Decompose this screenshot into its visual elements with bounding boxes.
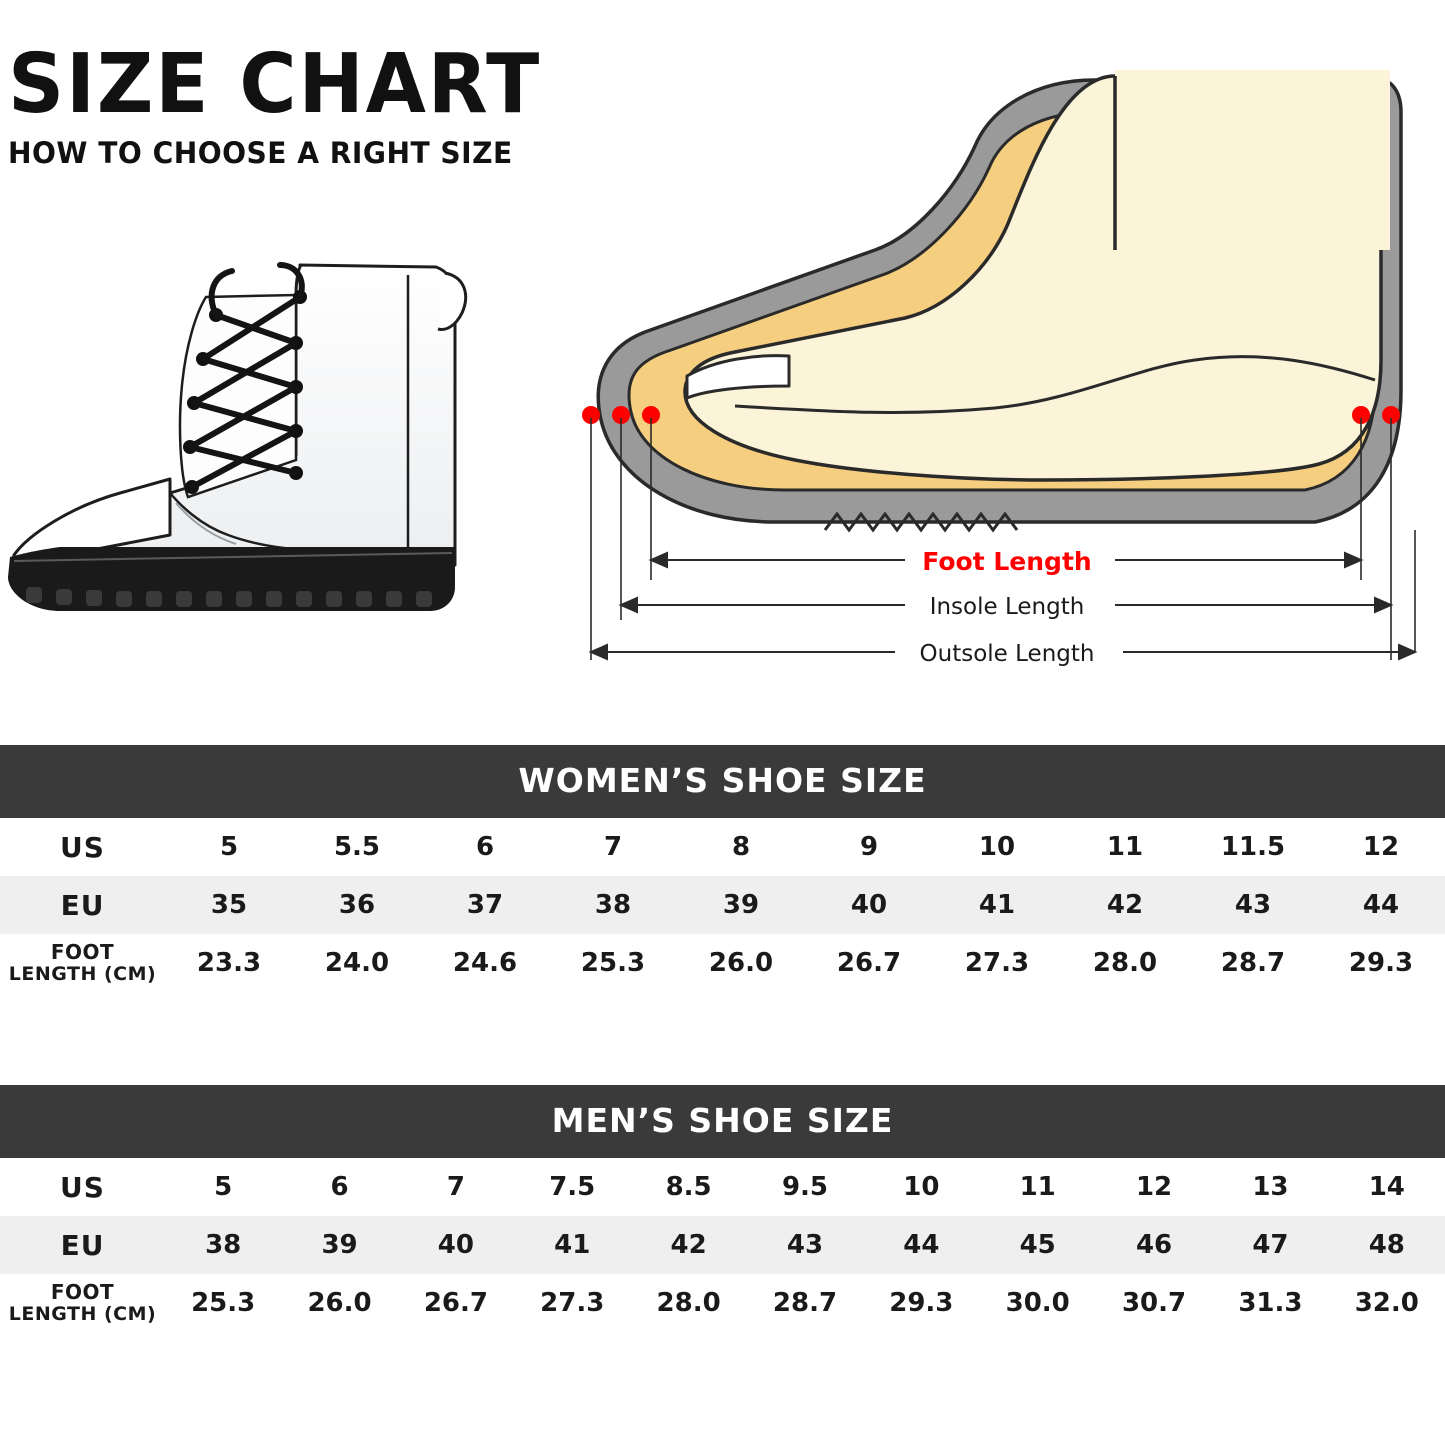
cell: 9 bbox=[805, 818, 933, 876]
row-label-us: US bbox=[0, 1158, 165, 1216]
cell: 48 bbox=[1329, 1216, 1445, 1274]
outsole-length-label: Outsole Length bbox=[919, 641, 1095, 667]
table-row bbox=[0, 1274, 1445, 1332]
cell: 12 bbox=[1096, 1158, 1212, 1216]
cell: 29.3 bbox=[863, 1274, 979, 1332]
cell: 7.5 bbox=[514, 1158, 630, 1216]
page-title: SIZE CHART bbox=[8, 37, 542, 132]
cell: 26.0 bbox=[677, 934, 805, 992]
cell: 38 bbox=[165, 1216, 281, 1274]
womens-size-table bbox=[0, 745, 1445, 992]
cell: 7 bbox=[549, 818, 677, 876]
womens-table-title: WOMEN’S SHOE SIZE bbox=[0, 745, 1445, 818]
cell: 24.6 bbox=[421, 934, 549, 992]
cell: 11 bbox=[980, 1158, 1096, 1216]
cell: 7 bbox=[398, 1158, 514, 1216]
cell: 10 bbox=[863, 1158, 979, 1216]
cell: 26.7 bbox=[398, 1274, 514, 1332]
table-row bbox=[0, 1216, 1445, 1274]
cell: 11.5 bbox=[1189, 818, 1317, 876]
cell: 6 bbox=[281, 1158, 397, 1216]
table-row bbox=[0, 934, 1445, 992]
cell: 42 bbox=[1061, 876, 1189, 934]
cell: 30.0 bbox=[980, 1274, 1096, 1332]
cell: 12 bbox=[1317, 818, 1445, 876]
row-label-us: US bbox=[0, 818, 165, 876]
cell: 43 bbox=[1189, 876, 1317, 934]
cell: 6 bbox=[421, 818, 549, 876]
cell: 27.3 bbox=[933, 934, 1061, 992]
cell: 45 bbox=[980, 1216, 1096, 1274]
cell: 13 bbox=[1212, 1158, 1328, 1216]
cell: 39 bbox=[677, 876, 805, 934]
table-row bbox=[0, 1158, 1445, 1216]
cell: 36 bbox=[293, 876, 421, 934]
cell: 42 bbox=[630, 1216, 746, 1274]
cell: 37 bbox=[421, 876, 549, 934]
mens-table-title: MEN’S SHOE SIZE bbox=[0, 1085, 1445, 1158]
foot-measurement-diagram bbox=[575, 60, 1440, 685]
row-label-foot-length bbox=[0, 934, 165, 992]
cell: 11 bbox=[1061, 818, 1189, 876]
cell: 30.7 bbox=[1096, 1274, 1212, 1332]
row-label-foot-length bbox=[0, 1274, 165, 1332]
row-label-line1: FOOT bbox=[50, 939, 115, 964]
header bbox=[8, 37, 569, 170]
row-label-line2: LENGTH (CM) bbox=[8, 1302, 157, 1325]
cell: 29.3 bbox=[1317, 934, 1445, 992]
foot-length-label: Foot Length bbox=[922, 547, 1092, 576]
cell: 8 bbox=[677, 818, 805, 876]
cell: 39 bbox=[281, 1216, 397, 1274]
cell: 35 bbox=[165, 876, 293, 934]
cell: 32.0 bbox=[1329, 1274, 1445, 1332]
cell: 28.7 bbox=[1189, 934, 1317, 992]
cell: 46 bbox=[1096, 1216, 1212, 1274]
cell: 14 bbox=[1329, 1158, 1445, 1216]
cell: 43 bbox=[747, 1216, 863, 1274]
cell: 10 bbox=[933, 818, 1061, 876]
cell: 28.0 bbox=[630, 1274, 746, 1332]
page-subtitle: HOW TO CHOOSE A RIGHT SIZE bbox=[8, 135, 513, 170]
row-label-line2: LENGTH (CM) bbox=[8, 962, 157, 985]
cell: 47 bbox=[1212, 1216, 1328, 1274]
insole-length-label: Insole Length bbox=[929, 594, 1085, 620]
cell: 41 bbox=[514, 1216, 630, 1274]
cell: 44 bbox=[1317, 876, 1445, 934]
cell: 5.5 bbox=[293, 818, 421, 876]
boot-product-image bbox=[0, 235, 520, 635]
cell: 24.0 bbox=[293, 934, 421, 992]
row-label-line1: FOOT bbox=[50, 1279, 115, 1304]
cell: 44 bbox=[863, 1216, 979, 1274]
cell: 40 bbox=[398, 1216, 514, 1274]
row-label-eu: EU bbox=[0, 1216, 165, 1274]
table-row bbox=[0, 876, 1445, 934]
cell: 25.3 bbox=[165, 1274, 281, 1332]
mens-size-table bbox=[0, 1085, 1445, 1332]
cell: 5 bbox=[165, 1158, 281, 1216]
table-row bbox=[0, 818, 1445, 876]
cell: 5 bbox=[165, 818, 293, 876]
cell: 27.3 bbox=[514, 1274, 630, 1332]
cell: 41 bbox=[933, 876, 1061, 934]
womens-table bbox=[0, 818, 1445, 992]
cell: 8.5 bbox=[630, 1158, 746, 1216]
cell: 31.3 bbox=[1212, 1274, 1328, 1332]
mens-table bbox=[0, 1158, 1445, 1332]
cell: 40 bbox=[805, 876, 933, 934]
row-label-eu: EU bbox=[0, 876, 165, 934]
cell: 9.5 bbox=[747, 1158, 863, 1216]
cell: 26.7 bbox=[805, 934, 933, 992]
cell: 23.3 bbox=[165, 934, 293, 992]
cell: 25.3 bbox=[549, 934, 677, 992]
cell: 28.7 bbox=[747, 1274, 863, 1332]
cell: 38 bbox=[549, 876, 677, 934]
cell: 28.0 bbox=[1061, 934, 1189, 992]
cell: 26.0 bbox=[281, 1274, 397, 1332]
